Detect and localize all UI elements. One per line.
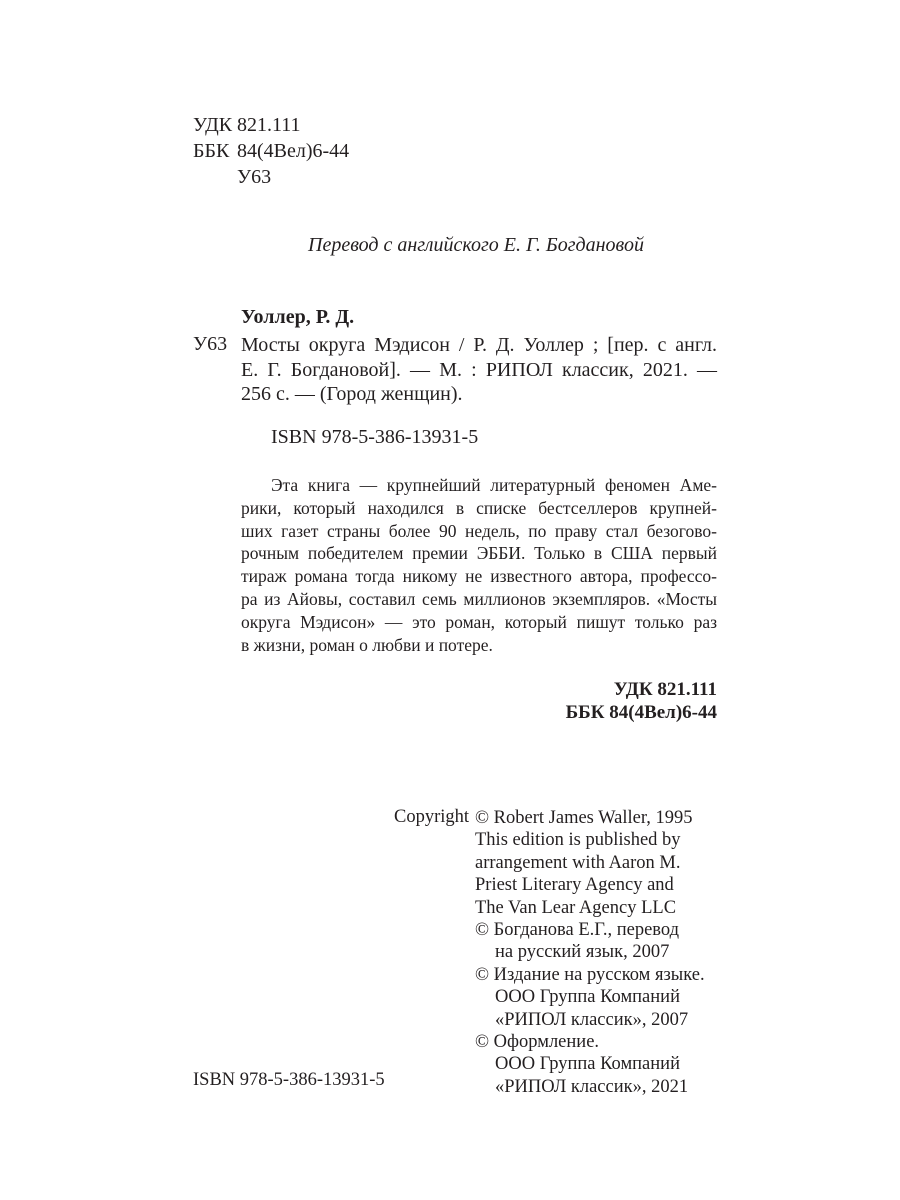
- isbn-bottom: ISBN 978-5-386-13931-5: [193, 1070, 385, 1090]
- annotation-line: тираж романа тогда никому не известного автора, профессо-: [241, 566, 717, 587]
- annotation-line: рочным победителем премии ЭББИ. Только в США первый: [241, 543, 717, 564]
- udk-value: 821.111: [237, 114, 301, 136]
- annotation-line: округа Мэдисон» — это роман, который пишут только раз: [241, 611, 717, 632]
- author-heading: Уоллер, Р. Д.: [241, 306, 355, 328]
- annotation-line: Эта книга — крупнейший литературный феномен Аме-: [271, 475, 717, 495]
- annotation-line: ших газет страны более 90 недель, по праву стал безогово-: [241, 520, 717, 541]
- udk-bottom: УДК 821.111: [613, 679, 717, 700]
- copyright-line: arrangement with Aaron M.: [475, 852, 681, 873]
- translation-copyright-line: на русский язык, 2007: [495, 942, 670, 963]
- author-mark-left: У63: [193, 333, 228, 355]
- author-mark-row: [193, 164, 349, 190]
- author-mark-top: У63: [237, 166, 272, 188]
- design-copyright-line: ООО Группа Компаний: [495, 1054, 680, 1075]
- copyright-line: Priest Literary Agency and: [475, 875, 674, 896]
- copyright-line: © Robert James Waller, 1995: [475, 808, 693, 828]
- udk-row: [193, 112, 349, 138]
- biblio-line: Мосты округа Мэдисон / Р. Д. Уоллер ; [пер. с англ.: [241, 334, 717, 356]
- edition-copyright-line: ООО Группа Компаний: [495, 987, 680, 1008]
- bbk-bottom: ББК 84(4Вел)6-44: [565, 702, 717, 723]
- translation-copyright-line: © Богданова Е.Г., перевод: [475, 920, 680, 941]
- udk-label: УДК: [193, 114, 233, 136]
- biblio-line: 256 с. — (Город женщин).: [241, 383, 463, 405]
- classification-top: [193, 112, 349, 190]
- biblio-line: Е. Г. Богдановой]. — М. : РИПОЛ классик, 2021. —: [241, 358, 717, 381]
- copyright-line: This edition is published by: [475, 830, 681, 851]
- bbk-value: 84(4Вел)6-44: [237, 140, 350, 162]
- translator-note: Перевод с английского Е. Г. Богдановой: [308, 234, 644, 256]
- edition-copyright-line: © Издание на русском языке.: [475, 964, 705, 985]
- annotation-line: ра из Айовы, составил семь миллионов экземпляров. «Мосты: [241, 588, 717, 609]
- copyright-label: Copyright: [394, 807, 470, 827]
- annotation: [241, 474, 717, 656]
- isbn-main: ISBN 978-5-386-13931-5: [271, 426, 479, 448]
- bbk-row: [193, 138, 349, 164]
- edition-copyright-line: «РИПОЛ классик», 2007: [495, 1009, 689, 1030]
- bibliographic-description: [241, 333, 717, 407]
- annotation-line: в жизни, роман о любви и потере.: [241, 634, 493, 655]
- bbk-label: ББК: [193, 140, 230, 162]
- annotation-line: рики, который находился в списке бестселлеров крупней-: [241, 497, 717, 518]
- design-copyright-line: © Оформление.: [475, 1032, 600, 1053]
- classification-bottom: [566, 678, 717, 724]
- copyright-block: [475, 807, 705, 1098]
- copyright-line: The Van Lear Agency LLC: [475, 897, 677, 918]
- design-copyright-line: «РИПОЛ классик», 2021: [495, 1076, 689, 1097]
